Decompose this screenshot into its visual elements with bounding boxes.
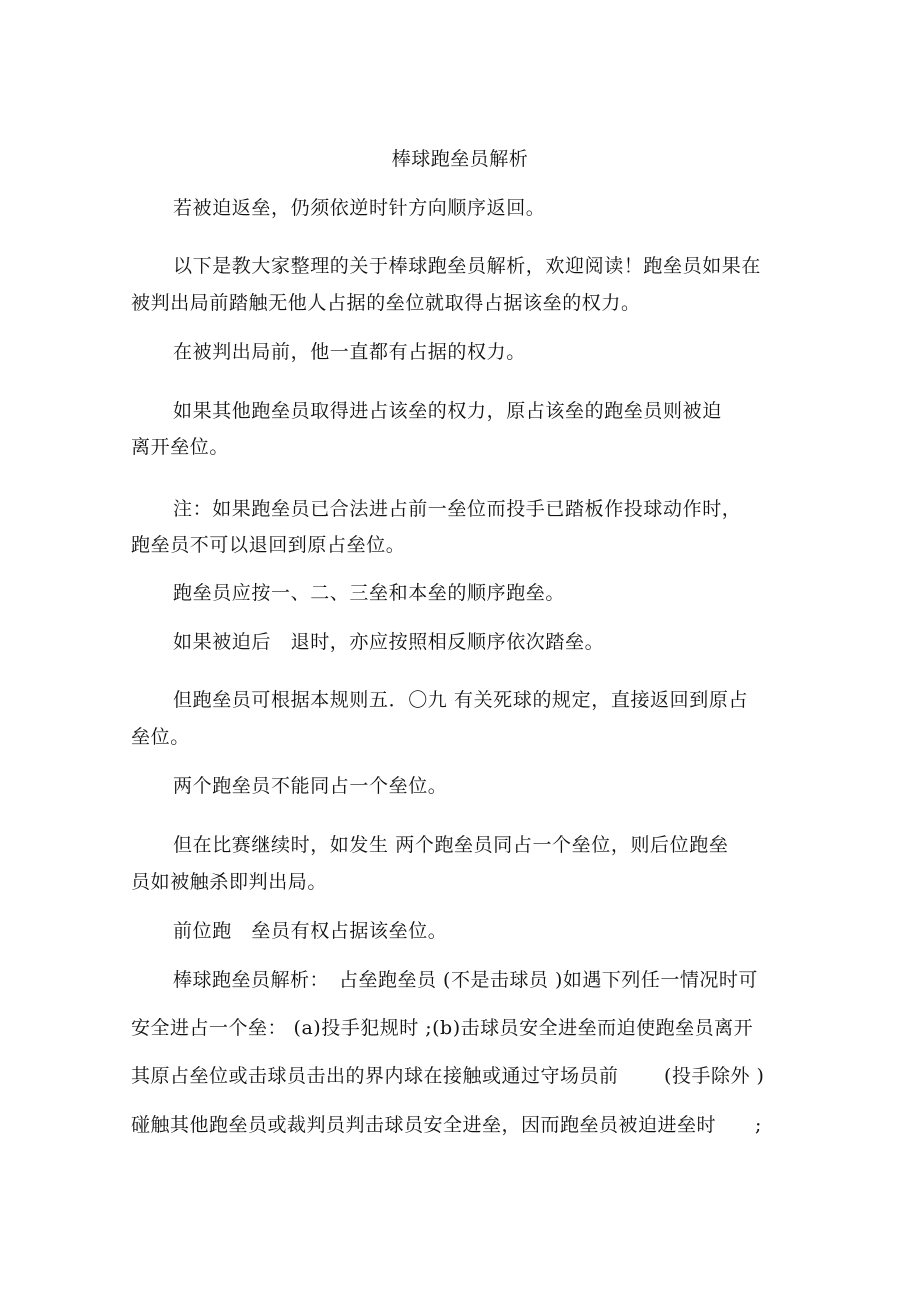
paragraph-line: 安全进占一个垒： (a)投手犯规时 ;(b)击球员安全进垒而迫使跑垒员离开	[131, 1017, 754, 1039]
paragraph-line: 棒球跑垒员解析： 占垒跑垒员 (不是击球员 )如遇下列任一情况时可	[173, 969, 758, 991]
paragraph-line: 前位跑 垒员有权占据该垒位。	[173, 920, 448, 942]
paragraph-line: 跑垒员应按一、二、三垒和本垒的顺序跑垒。	[173, 582, 566, 604]
paragraph-line: 两个跑垒员不能同占一个垒位。	[173, 775, 448, 797]
paragraph-line: 如果其他跑垒员取得进占该垒的权力，原占该垒的跑垒员则被迫	[173, 400, 722, 422]
paragraph-line: 离开垒位。	[131, 436, 230, 458]
paragraph-line: 其原占垒位或击球员击出的界内球在接触或通过守场员前 (投手除外 )	[131, 1065, 765, 1087]
paragraph-line: 碰触其他跑垒员或裁判员判击球员安全进垒，因而跑垒员被迫进垒时 ;	[131, 1114, 762, 1136]
paragraph-line: 被判出局前踏触无他人占据的垒位就取得占据该垒的权力。	[131, 292, 641, 314]
paragraph-line: 垒位。	[131, 726, 190, 748]
paragraph-line: 如果被迫后 退时，亦应按照相反顺序依次踏垒。	[173, 631, 605, 653]
document-title: 棒球跑垒员解析	[391, 148, 529, 170]
paragraph-line: 若被迫返垒，仍须依逆时针方向顺序返回。	[173, 197, 546, 219]
paragraph-line: 在被判出局前，他一直都有占据的权力。	[173, 341, 526, 363]
paragraph-line: 跑垒员不可以退回到原占垒位。	[131, 534, 406, 556]
paragraph-line: 员如被触杀即判出局。	[131, 871, 328, 893]
paragraph-line: 以下是教大家整理的关于棒球跑垒员解析，欢迎阅读！跑垒员如果在	[173, 255, 762, 277]
paragraph-line: 但跑垒员可根据本规则五．〇九 有关死球的规定，直接返回到原占	[173, 689, 749, 711]
paragraph-line: 注：如果跑垒员已合法进占前一垒位而投手已踏板作投球动作时，	[173, 498, 742, 520]
paragraph-line: 但在比赛继续时，如发生 两个跑垒员同占一个垒位，则后位跑垒	[173, 834, 729, 856]
